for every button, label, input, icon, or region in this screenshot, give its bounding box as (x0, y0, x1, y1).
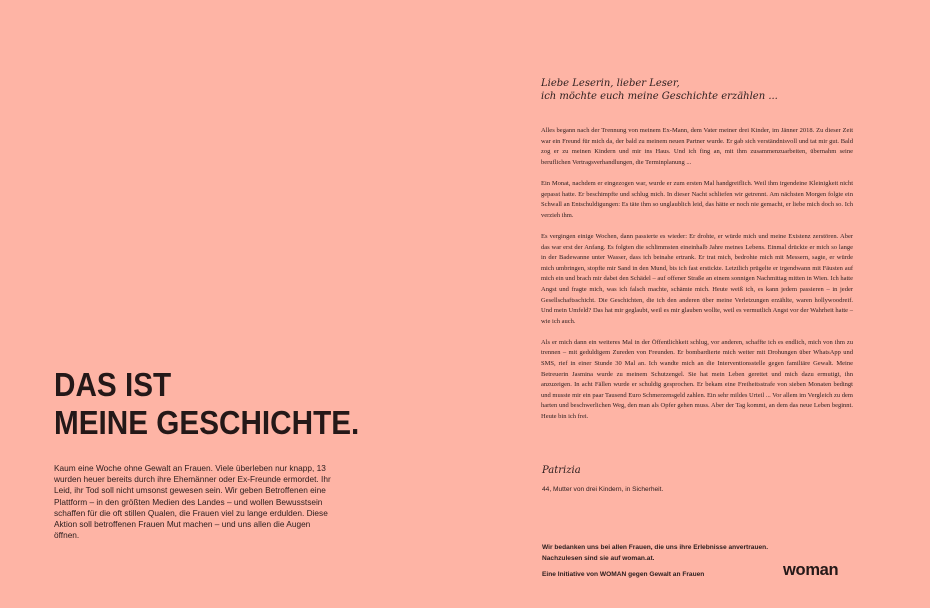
story-paragraph: Es vergingen einige Wochen, dann passierte es wieder: Er drohte, er würde mich und meine Existenz zerstören. Aber das war erst der Anfang. Es folgten die schlimmsten eineinhalb Jahre meines Lebens. Einmal drückte er mich so lange in der Badewanne unter Wasser, dass ich beinahe ertrank. Er trat mich, bedrohte mich mit Messern, sagte, er würde mich umbringen, stopfte mir Sand in den Mund, bis ich fast erstickte. Letztlich prügelte er irgendwann mit Fäusten auf mich ein und brach mir dabei den Schädel – auf offener Straße an einem sonnigen Nachmittag mitten in Wien. Ich hatte Angst und fragte mich, was ich falsch machte, schämte mich. Heute weiß ich, es kann jedem passieren – in jeder Gesellschaftsschicht. Die Geschichten, die ich den anderen über meine Verletzungen erzählte, waren hollywoodreif. Und mein Umfeld? Das hat mir geglaubt, weil es mir glauben wollte, weil es vermutlich Angst vor der Wahrheit hatte – wie ich auch. (541, 232, 853, 325)
signature: Patrizia (542, 465, 581, 476)
salutation-line-1: Liebe Leserin, lieber Leser, (541, 78, 680, 89)
headline (54, 366, 360, 442)
thanks-note: Wir bedanken uns bei allen Frauen, die uns ihre Erlebnisse anvertrauen. Nachzulesen sind sie auf woman.at. (542, 544, 769, 562)
salutation (541, 78, 841, 103)
headline-line-1: DAS IST (54, 366, 172, 403)
story-body (541, 126, 853, 433)
salutation-line-2: ich möchte euch meine Geschichte erzählen ... (541, 90, 778, 102)
woman-logo: woman (783, 561, 839, 579)
intro-text: Kaum eine Woche ohne Gewalt an Frauen. Viele überleben nur knapp, 13 wurden heuer bereits durch ihre Ehemänner oder Ex-Freunde ermordet. Ihr Leid, ihr Tod soll nicht umsonst gewesen sein. Wir geben Betroffenen eine Plattform – in den größten Medien des Landes – und wollen Bewusstsein schaffen für die oft stillen Qualen, die Frauen viel zu lange erdulden. Diese Aktion soll betroffenen Frauen Mut machen – und uns allen die Augen öffnen. (54, 463, 331, 541)
story-paragraph: Als er mich dann ein weiteres Mal in der Öffentlichkeit schlug, vor anderen, schaffte ich es endlich, mich von ihm zu trennen – mit geduldigem Zureden von Freunden. Er bombardierte mich weiter mit Drohungen über WhatsApp und SMS, rief in einer Stunde 30 Mal an. Ich wandte mich an die Interventionsstelle gegen familiäre Gewalt. Meine Betreuerin Jasmina wurde zu meinem Schutzengel. Sie hat mein Leben gerettet und mich dazu ermutigt, ihn anzuzeigen. In acht Fällen wurde er schuldig gesprochen. Er bekam eine Freiheitsstrafe von sieben Monaten bedingt und musste mir ein paar Tausend Euro Schmerzensgeld zahlen. Ein sehr mildes Urteil ... Vor allem im Vergleich zu dem harten und beschwerlichen Weg, den man als Opfer gehen muss. Aber der Tag kommt, an dem das neue Leben beginnt. Heute bin ich frei. (541, 338, 853, 421)
initiative-note: Eine Initiative von WOMAN gegen Gewalt an Frauen (542, 571, 705, 578)
story-paragraph: Alles begann nach der Trennung von meinem Ex-Mann, dem Vater meiner drei Kinder, im Jänner 2018. Zu dieser Zeit war ein Freund für mich da, der bald zu meinem neuen Partner wurde. Er gab sich verständnisvoll und tat mir gut. Bald zog er zu meinen Kindern und mir ins Haus. Und ich fing an, mit ihm zusammenzuarbeiten, übernahm seine beruflichen Vertragsverhandlungen, die Terminplanung ... (541, 127, 853, 166)
story-paragraph: Ein Monat, nachdem er eingezogen war, wurde er zum ersten Mal handgreiflich. Weil ihm irgendeine Kleinigkeit nicht gepasst hatte. Er beschimpfte und schlug mich. In dieser Nacht schliefen wir getrennt. Am nächsten Morgen folgte ein Schwall an Entschuldigungen: Es täte ihm so unglaublich leid, das hätte er noch nie gemacht, er liebe mich doch so. Ich verzieh ihm. (541, 179, 853, 219)
headline-line-2: MEINE GESCHICHTE. (54, 404, 360, 441)
signature-caption: 44, Mutter von drei Kindern, in Sicherheit. (542, 486, 664, 493)
